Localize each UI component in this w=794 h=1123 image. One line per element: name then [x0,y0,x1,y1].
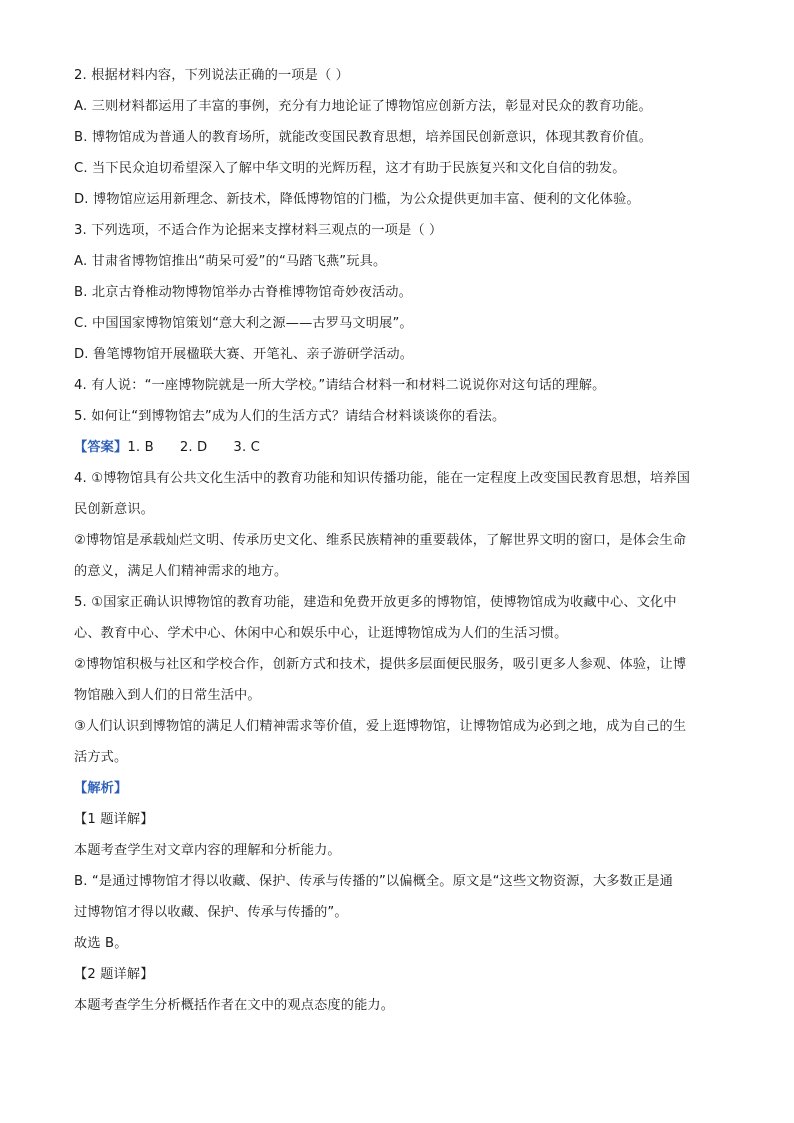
answer-values: 1. B 2. D 3. C [127,440,260,455]
question-2-stem: 2. 根据材料内容，下列说法正确的一项是（ ） [74,68,349,83]
question-2-option-a: A. 三则材料都运用了丰富的事例，充分有力地论证了博物馆应创新方法，彰显对民众的教育功能。 [74,99,652,114]
question-3-option-a: A. 甘肃省博物馆推出“萌呆可爱”的“马踏飞燕”玩具。 [74,254,387,269]
answer-5-line-4: 物馆融入到人们的日常生活中。 [74,688,261,703]
answer-4-line-2: 民创新意识。 [74,502,155,517]
detail-1-line-4: 故选 B。 [74,936,128,951]
detail-1-line-3: 过博物馆才得以收藏、保护、传承与传播的”。 [74,905,348,920]
detail-1-title: 【1 题详解】 [74,812,154,827]
question-3-option-b: B. 北京古脊椎动物博物馆举办古脊椎博物馆奇妙夜活动。 [74,285,412,300]
detail-1-line-2: B. “是通过博物馆才得以收藏、保护、传承与传播的”以偏概全。原文是“这些文物资源，大多数正是通 [74,874,673,889]
answer-5-line-1: 5. ①国家正确认识博物馆的教育功能，建造和免费开放更多的博物馆，使博物馆成为收藏中心、文化中 [74,595,677,610]
answer-4-line-3: ②博物馆是承载灿烂文明、传承历史文化、维系民族精神的重要载体，了解世界文明的窗口，是体会生命 [74,533,687,548]
answer-4-line-1: 4. ①博物馆具有公共文化生活中的教育功能和知识传播功能，能在一定程度上改变国民教育思想，培养国 [74,471,691,486]
question-4: 4. 有人说：“一座博物院就是一所大学校。”请结合材料一和材料二说说你对这句话的理解。 [74,378,606,393]
question-2-option-b: B. 博物馆成为普通人的教育场所，就能改变国民教育思想，培养国民创新意识，体现其教育价值。 [74,130,653,145]
question-2-option-d: D. 博物馆应运用新理念、新技术，降低博物馆的门槛，为公众提供更加丰富、便利的文化体验。 [74,192,640,207]
detail-2-title: 【2 题详解】 [74,967,154,982]
question-3-stem: 3. 下列选项，不适合作为论据来支撑材料三观点的一项是（ ） [74,223,443,238]
answer-5-line-5: ③人们认识到博物馆的满足人们精神需求等价值，爱上逛博物馆，让博物馆成为必到之地，成为自己的生 [74,719,687,734]
answer-4-line-4: 的意义，满足人们精神需求的地方。 [74,564,288,579]
question-5: 5. 如何让“到博物馆去”成为人们的生活方式？请结合材料谈谈你的看法。 [74,409,506,424]
detail-1-line-1: 本题考查学生对文章内容的理解和分析能力。 [74,843,341,858]
answer-5-line-6: 活方式。 [74,750,128,765]
detail-2-line-1: 本题考查学生分析概括作者在文中的观点态度的能力。 [74,998,395,1013]
question-3-option-d: D. 鲁笔博物馆开展楹联大赛、开笔礼、亲子游研学活动。 [74,347,414,362]
answer-5-line-2: 心、教育中心、学术中心、休闲中心和娱乐中心，让逛博物馆成为人们的生活习惯。 [74,626,568,641]
question-2-option-c: C. 当下民众迫切希望深入了解中华文明的光辉历程，这才有助于民族复兴和文化自信的勃发。 [74,161,626,176]
answer-line [74,438,260,458]
question-3-option-c: C. 中国国家博物馆策划“意大利之源——古罗马文明展”。 [74,316,413,331]
analysis-label: 【解析】 [74,781,128,796]
answer-label: 【答案】 [74,440,128,455]
answer-5-line-3: ②博物馆积极与社区和学校合作，创新方式和技术，提供多层面便民服务，吸引更多人参观、体验，让博 [74,657,687,672]
